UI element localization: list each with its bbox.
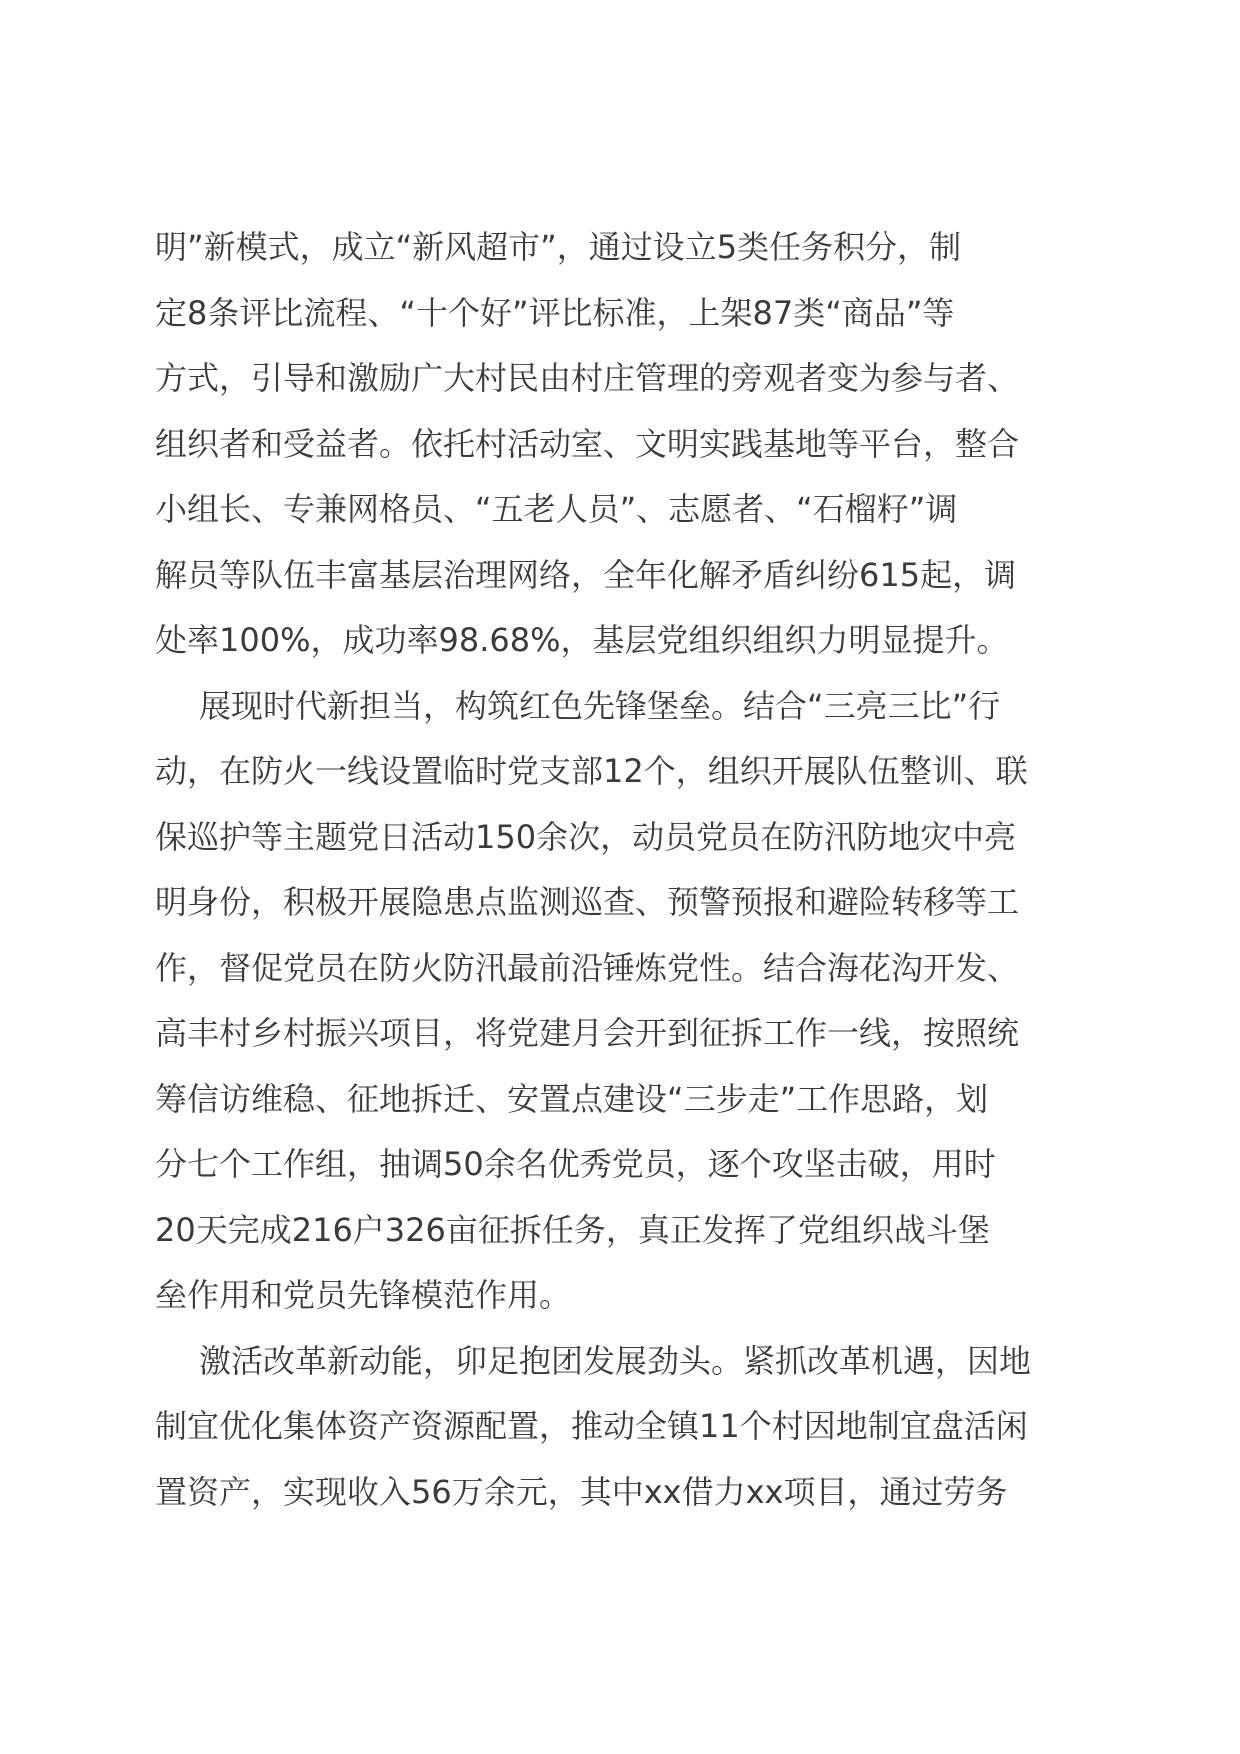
- text-line: 小组长、专兼网格员、“五老人员”、志愿者、“石榴籽”调: [155, 490, 958, 528]
- paragraph-first-line: 展现时代新担当，构筑红色先锋堡垒。结合“三亮三比”行: [199, 686, 1001, 725]
- text-line: 明身份，积极开展隐患点监测巡查、预警预报和避险转移等工: [155, 883, 1020, 921]
- text-line: 分七个工作组，抽调50余名优秀党员，逐个攻坚击破，用时: [155, 1145, 996, 1183]
- text-line: 保巡护等主题党日活动150余次，动员党员在防汛防地灾中亮: [155, 817, 1017, 856]
- body-text: [155, 215, 1095, 1525]
- text-line: 作，督促党员在防火防汛最前沿锤炼党性。结合海花沟开发、: [155, 948, 1020, 987]
- paragraph-first-line: 激活改革新动能，卯足抱团发展劲头。紧抓改革机遇，因地: [199, 1341, 1032, 1380]
- text-line: 置资产，实现收入56万余元，其中xx借力xx项目，通过劳务: [155, 1472, 1008, 1511]
- text-line: 定8条评比流程、“十个好”评比标准，上架87类“商品”等: [155, 293, 955, 332]
- text-line: 动，在防火一线设置临时党支部12个，组织开展队伍整训、联: [155, 752, 1028, 790]
- text-line: 方式，引导和激励广大村民由村庄管理的旁观者变为参与者、: [155, 359, 1020, 397]
- text-line: 解员等队伍丰富基层治理网络，全年化解矛盾纠纷615起，调: [155, 555, 1017, 594]
- text-line: 明”新模式，成立“新风超市”，通过设立5类任务积分，制: [155, 228, 962, 266]
- text-line: 制宜优化集体资产资源配置，推动全镇11个村因地制宜盘活闲: [155, 1407, 1028, 1445]
- text-line: 20天完成216户326亩征拆任务，真正发挥了党组织战斗堡: [155, 1210, 990, 1249]
- text-line: 高丰村乡村振兴项目，将党建月会开到征拆工作一线，按照统: [155, 1014, 1020, 1052]
- text-line: 处率100%，成功率98.68%，基层党组织组织力明显提升。: [155, 621, 1009, 659]
- text-line: 组织者和受益者。依托村活动室、文明实践基地等平台，整合: [155, 424, 1020, 463]
- text-line: 垒作用和党员先锋模范作用。: [155, 1276, 572, 1314]
- text-line: 筹信访维稳、征地拆迁、安置点建设“三步走”工作思路，划: [155, 1079, 989, 1118]
